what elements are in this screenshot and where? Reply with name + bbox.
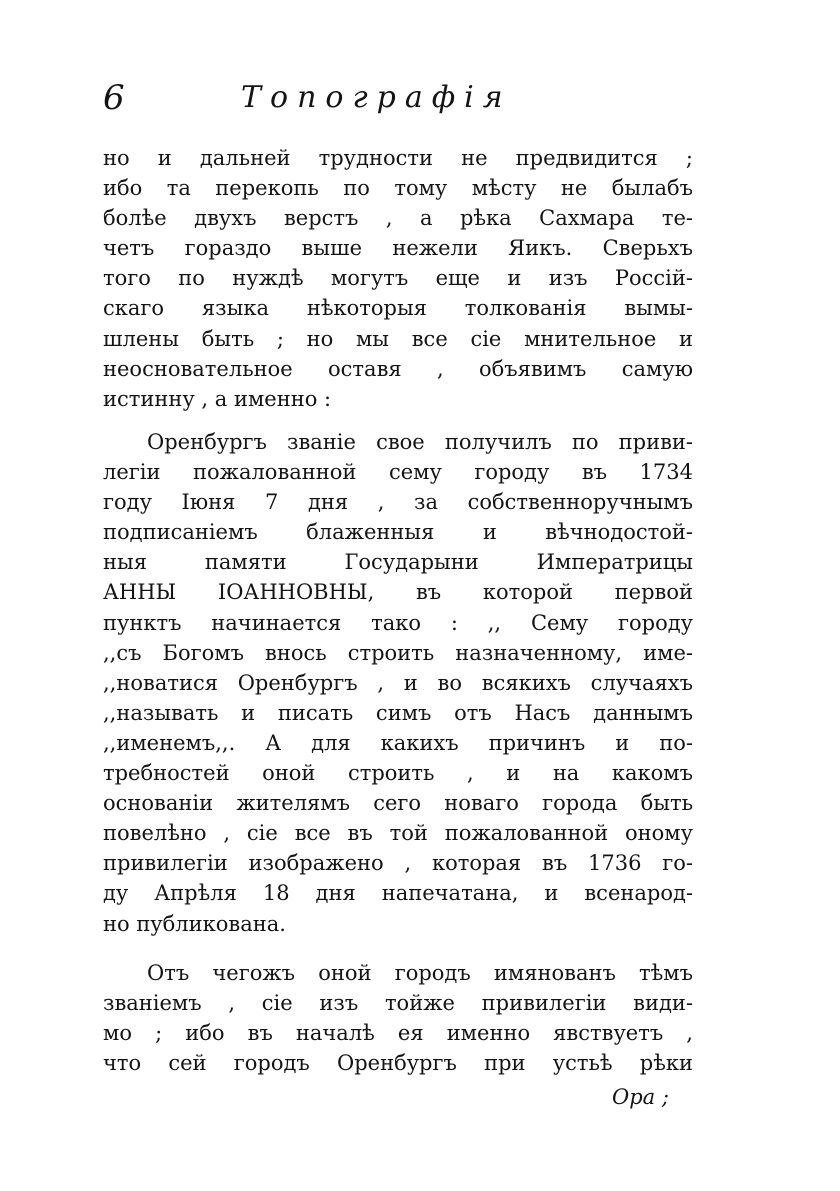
text-line: ,,именемъ,,. А для какихъ причинъ и по-	[103, 730, 693, 755]
text-line: ,,съ Богомъ внось строить назначенному, име-	[103, 640, 693, 665]
text-line: АННЫ ІОАННОВНЫ, въ которой первой	[103, 580, 693, 605]
text-line: но и дальней трудности не предвидится ;	[103, 146, 693, 170]
text-line: четъ гораздо выше нежели Яикъ. Сверьхъ	[103, 236, 693, 261]
page-number: 6	[103, 78, 125, 118]
text-line: неосновательное оставя , объявимъ самую	[103, 356, 693, 381]
text-line: году Іюня 7 дня , за собственноручнымъ	[103, 490, 693, 515]
text-line: истинну , а именно :	[103, 386, 332, 411]
text-line: подписаніемъ блаженныя и вѣчнодостой-	[103, 520, 693, 545]
running-head	[103, 76, 583, 120]
paragraph-3	[103, 958, 693, 1078]
running-title: Топографія	[241, 80, 512, 115]
text-line: званіемъ , сіе изъ тойже привилегіи види-	[103, 991, 693, 1016]
text-line: мо ; ибо въ началѣ ея именно явствуетъ ,	[103, 1021, 693, 1046]
text-line: но публикована.	[103, 911, 286, 936]
text-line: того по нуждѣ могутъ еще и изъ Россій-	[103, 266, 693, 291]
text-line: повелѣно , сіе все въ той пожалованной оному	[103, 821, 693, 846]
paragraph-2	[103, 427, 693, 939]
text-line: Отъ чегожъ оной городъ имянованъ тѣмъ	[147, 961, 693, 985]
text-line: шлены быть ; но мы все сіе мнительное и	[103, 326, 693, 351]
text-line: болѣе двухъ верстъ , а рѣка Сахмара те-	[103, 206, 693, 231]
text-line: привилегіи изображено , которая въ 1736 го-	[103, 851, 693, 876]
text-line: требностей оной строить , и на какомъ	[103, 761, 693, 786]
text-line: легіи пожалованной сему городу въ 1734	[103, 460, 693, 485]
catchword: Ора ;	[612, 1085, 669, 1109]
text-line: Оренбургъ званіе свое получилъ по приви-	[147, 430, 693, 454]
text-line: ,,называть и писать симъ отъ Насъ даннымъ	[103, 700, 693, 725]
text-line: ибо та перекопь по тому мѣсту не былабъ	[103, 176, 693, 201]
text-line: скаго языка нѣкоторыя толкованія вымы-	[103, 296, 693, 321]
paragraph-1	[103, 143, 693, 414]
text-line: ,,новатися Оренбургъ , и во всякихъ случаяхъ	[103, 670, 693, 695]
text-line: ныя памяти Государыни Императрицы	[103, 550, 693, 575]
text-line: основаніи жителямъ сего новаго города быть	[103, 791, 693, 816]
text-line: ду Апрѣля 18 дня напечатана, и всенарод-	[103, 881, 693, 906]
text-line: пунктъ начинается тако : ,, Сему городу	[103, 610, 693, 635]
text-line: что сей городъ Оренбургъ при устьѣ рѣки	[103, 1051, 693, 1076]
